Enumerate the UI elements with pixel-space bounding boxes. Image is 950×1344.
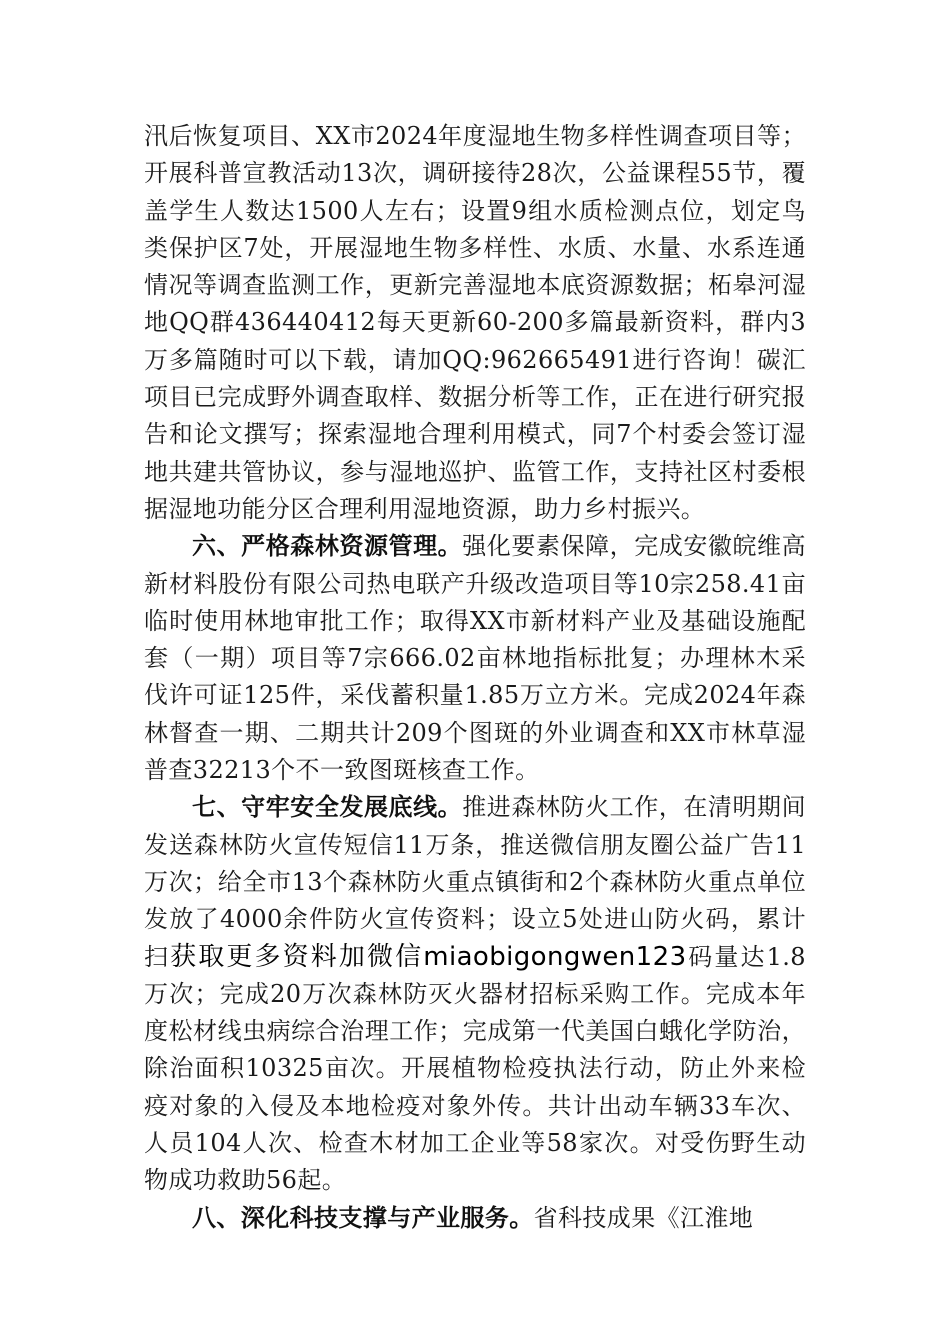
promo-watermark-text: 获取更多资料加微信miaobigongwen123 — [170, 941, 687, 972]
section-heading-8: 八、深化科技支撑与产业服务。 — [192, 1203, 534, 1232]
paragraph-text: 强化要素保障，完成安徽皖维高新材料股份有限公司热电联产升级改造项目等10宗258.41亩临时使用林地审批工作；取得XX市新材料产业及基础设施配套（一期）项目等7宗666.02亩林地指标批复；办理林木采伐许可证125件，采伐蓄积量1.85万立方米。完成2024年森林督查一期、二期共计209个图斑的外业调查和XX市林草湿普查32213个不一致图斑核查工作。 — [144, 532, 806, 785]
paragraph-safety-bottom-line — [144, 789, 806, 1199]
paragraph-text: 省科技成果《江淮地 — [533, 1203, 754, 1232]
section-heading-7: 七、守牢安全发展底线。 — [192, 793, 463, 822]
paragraph-text: 推进森林防火工作，在清明期间发送森林防火宣传短信11万条，推送微信朋友圈公益广告11万次；给全市13个森林防火重点镇街和2个森林防火重点单位发放了4000余件防火宣传资料；设立5处进山防火码，累计扫 — [144, 793, 806, 971]
paragraph-forest-resource-management — [144, 528, 806, 789]
paragraph-technology-support — [144, 1200, 806, 1237]
paragraph-text: 码量达1.8万次；完成20万次森林防灭火器材招标采购工作。完成本年度松材线虫病综合治理工作；完成第一代美国白蛾化学防治，除治面积10325亩次。开展植物检疫执法行动，防止外来检疫对象的入侵及本地检疫对象外传。共计出动车辆33车次、人员104人次、检查木材加工企业等58家次。对受伤野生动物成功救助56起。 — [144, 942, 806, 1195]
document-body — [144, 118, 806, 1237]
section-heading-6: 六、严格森林资源管理。 — [192, 532, 463, 561]
paragraph-text: 汛后恢复项目、XX市2024年度湿地生物多样性调查项目等；开展科普宣教活动13次，调研接待28次，公益课程55节，覆盖学生人数达1500人左右；设置9组水质检测点位，划定鸟类保护区7处，开展湿地生物多样性、水质、水量、水系连通情况等调查监测工作，更新完善湿地本底资源数据；柘皋河湿地QQ群436440412每天更新60-200多篇最新资料，群内3万多篇随时可以下载，请加QQ:962665491进行咨询！碳汇项目已完成野外调查取样、数据分析等工作，正在进行研究报告和论文撰写；探索湿地合理利用模式，同7个村委会签订湿地共建共管协议，参与湿地巡护、监管工作，支持社区村委根据湿地功能分区合理利用湿地资源，助力乡村振兴。 — [144, 122, 806, 523]
paragraph-wetland-continuation — [144, 118, 806, 528]
